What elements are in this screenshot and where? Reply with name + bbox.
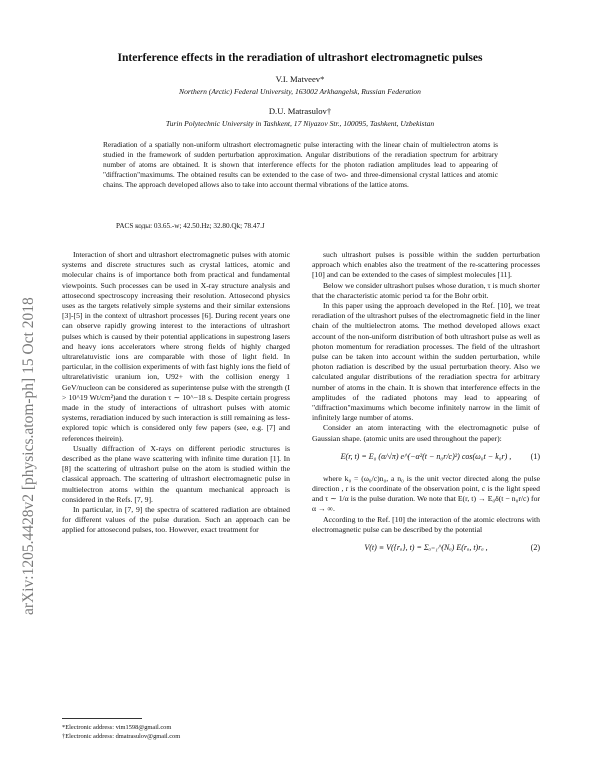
equation-1 xyxy=(312,444,540,474)
abstract: Reradiation of a spatially non-uniform ultrashort electromagnetic pulse interacting with the linear chain of multielectron atoms is studied in the framework of sudden perturbation approximation. Angular distributions of the reradiation spectrum for arbitrary number of atoms are obtained. It is shown that interference effects for the photon radiation amplitudes lead to appearing of "diffraction"maximums. The obtained results can be extended to the case of two- and three-dimensional crystal lattices and atomic chains. The approach developed allows also to take into account thermal vibrations of the lattice atoms. xyxy=(103,140,498,189)
equation-body: E(r, t) = E₀ (α/√π) e^(−α²(t − n₀r/c)²) cos(ω₀t − k₀r) , xyxy=(340,451,512,461)
arxiv-stamp-text: arXiv:1205.4428v2 [physics.atom-ph] 15 Oct 2018 xyxy=(20,297,37,615)
footnote-divider xyxy=(62,718,142,719)
paragraph: In particular, in [7, 9] the spectra of scattered radiation are obtained for different values of the pulse duration. Such an approach can be applied for attosecond pulses, too. However, exact treatment for xyxy=(62,505,290,535)
equation-2 xyxy=(312,535,540,565)
equation-number: (1) xyxy=(530,451,540,461)
footnote: *Electronic address: vim1598@gmail.com xyxy=(62,724,172,731)
left-column xyxy=(62,250,290,536)
paragraph: In this paper using the approach developed in the Ref. [10], we treat reradiation of the ultrashort pulses of the electromagnetic field in the liner chain of the multielectron atoms. The method developed allows exact account of the non-uniform distribution of both ultrashort pulse as well as photon momentum for reradiation processes. The field of the ultrashort pulse can be taken into account within the sudden perturbation, while photon radiation is described by the usual perturbation theory. Also we calculated angular distributions of the reradiation spectra for arbitrary number of atoms in the chain. It is shown that interference effects in the amplitudes of the radiated photons may lead to appearing of "diffraction"maximums which become infinitely narrow in the limit of infinitely large number of atoms. xyxy=(312,301,540,423)
equation-number: (2) xyxy=(530,543,540,553)
paragraph: such ultrashort pulses is possible within the sudden perturbation approach which enables also the treatment of the re-scattering processes [10] and can be extended to the cases of simplest molecules [11]. xyxy=(312,250,540,280)
pacs-codes: PACS коды: 03.65.-w; 42.50.Hz; 32.80.Qk; 78.47.J xyxy=(116,222,265,230)
paragraph: According to the Ref. [10] the interaction of the atomic electrons with electromagnetic pulse can be described by the potential xyxy=(312,514,540,534)
equation-body: V(t) ≡ V({rₐ}, t) = Σₐ₌₁^(Nₐ) E(rₐ, t)rₐ , xyxy=(364,543,488,553)
paragraph: where k₀ = (ω₀/c)n₀, a n₀ is the unit vector directed along the pulse direction , r is the coordinate of the observation point, c is the light speed and τ ∼ 1/α is the pulse duration. We note that E(r, t) → E₀δ(t − n₀r/c) for α → ∞. xyxy=(312,473,540,514)
paragraph: Consider an atom interacting with the electromagnetic pulse of Gaussian shape. (atomic units are used throughout the paper): xyxy=(312,423,540,443)
footnote: †Electronic address: dmatrasulov@gmail.com xyxy=(62,733,181,740)
author-affiliation: Turin Polytechnic University in Tashkent, 17 Niyazov Str., 100095, Tashkent, Uzbekistan xyxy=(165,119,435,128)
paragraph: Below we consider ultrashort pulses whose duration, τ is much shorter that the characteristic atomic period τa for the Bohr orbit. xyxy=(312,280,540,300)
paper-title: Interference effects in the reradiation of ultrashort electromagnetic pulses xyxy=(117,51,483,64)
arxiv-stamp xyxy=(6,150,46,620)
right-column xyxy=(312,250,540,565)
author-name: V.I. Matveev* xyxy=(275,74,325,84)
author-affiliation: Northern (Arctic) Federal University, 163002 Arkhangelsk, Russian Federation xyxy=(179,87,421,96)
paragraph: Interaction of short and ultrashort electromagnetic pulses with atomic systems and discrete structures such as crystal lattices, atomic and molecular chains is of importance both from practical and fundamental viewpoints. Such processes can be used in X-ray structure analysis and attosecond spectroscopy increasing their resolution. Attosecond physics uses as the targets relatively simple systems and their similar extensions [3]-[5] in the context of ultrashort processes [6]. During recent years one can observe rapidly growing interest to the interactions of ultrashort pulses which is caused by their potential applications in supestrong lasers and heavy ions accelerators where strong fields of highly charged ultrarelatuvistic ions are comparable with those of light field. In particular, in the collision experiments of with fast highly ions the field of ultrarelativistic uranium ion, U92+ with the collision energy 1 GeV/nucleon can be considered as superintense pulse with the strength (I > 10^19 Wt/cm²)and the duration τ ∼ 10^−18 s. Despite certain progress made in the study of interactions of ultrashort pulses with atomic systems, reradiation induced by such interaction is still remaining as less-explored topic which is considered only few papers (see, e.g. [7] and references theirein). xyxy=(62,250,290,443)
paragraph: Usually diffraction of X-rays on different periodic structures is described as the plane wave scattering with infinite time duration [1]. In [8] the scattering of ultrashort pulse on the atom is studied within the classical approach. The scattering of ultrashort electromagnetic pulse in multielectron atoms within the quantum mechanical approach is considered in the Refs. [7, 9]. xyxy=(62,443,290,504)
author-name: D.U. Matrasulov† xyxy=(268,106,332,116)
